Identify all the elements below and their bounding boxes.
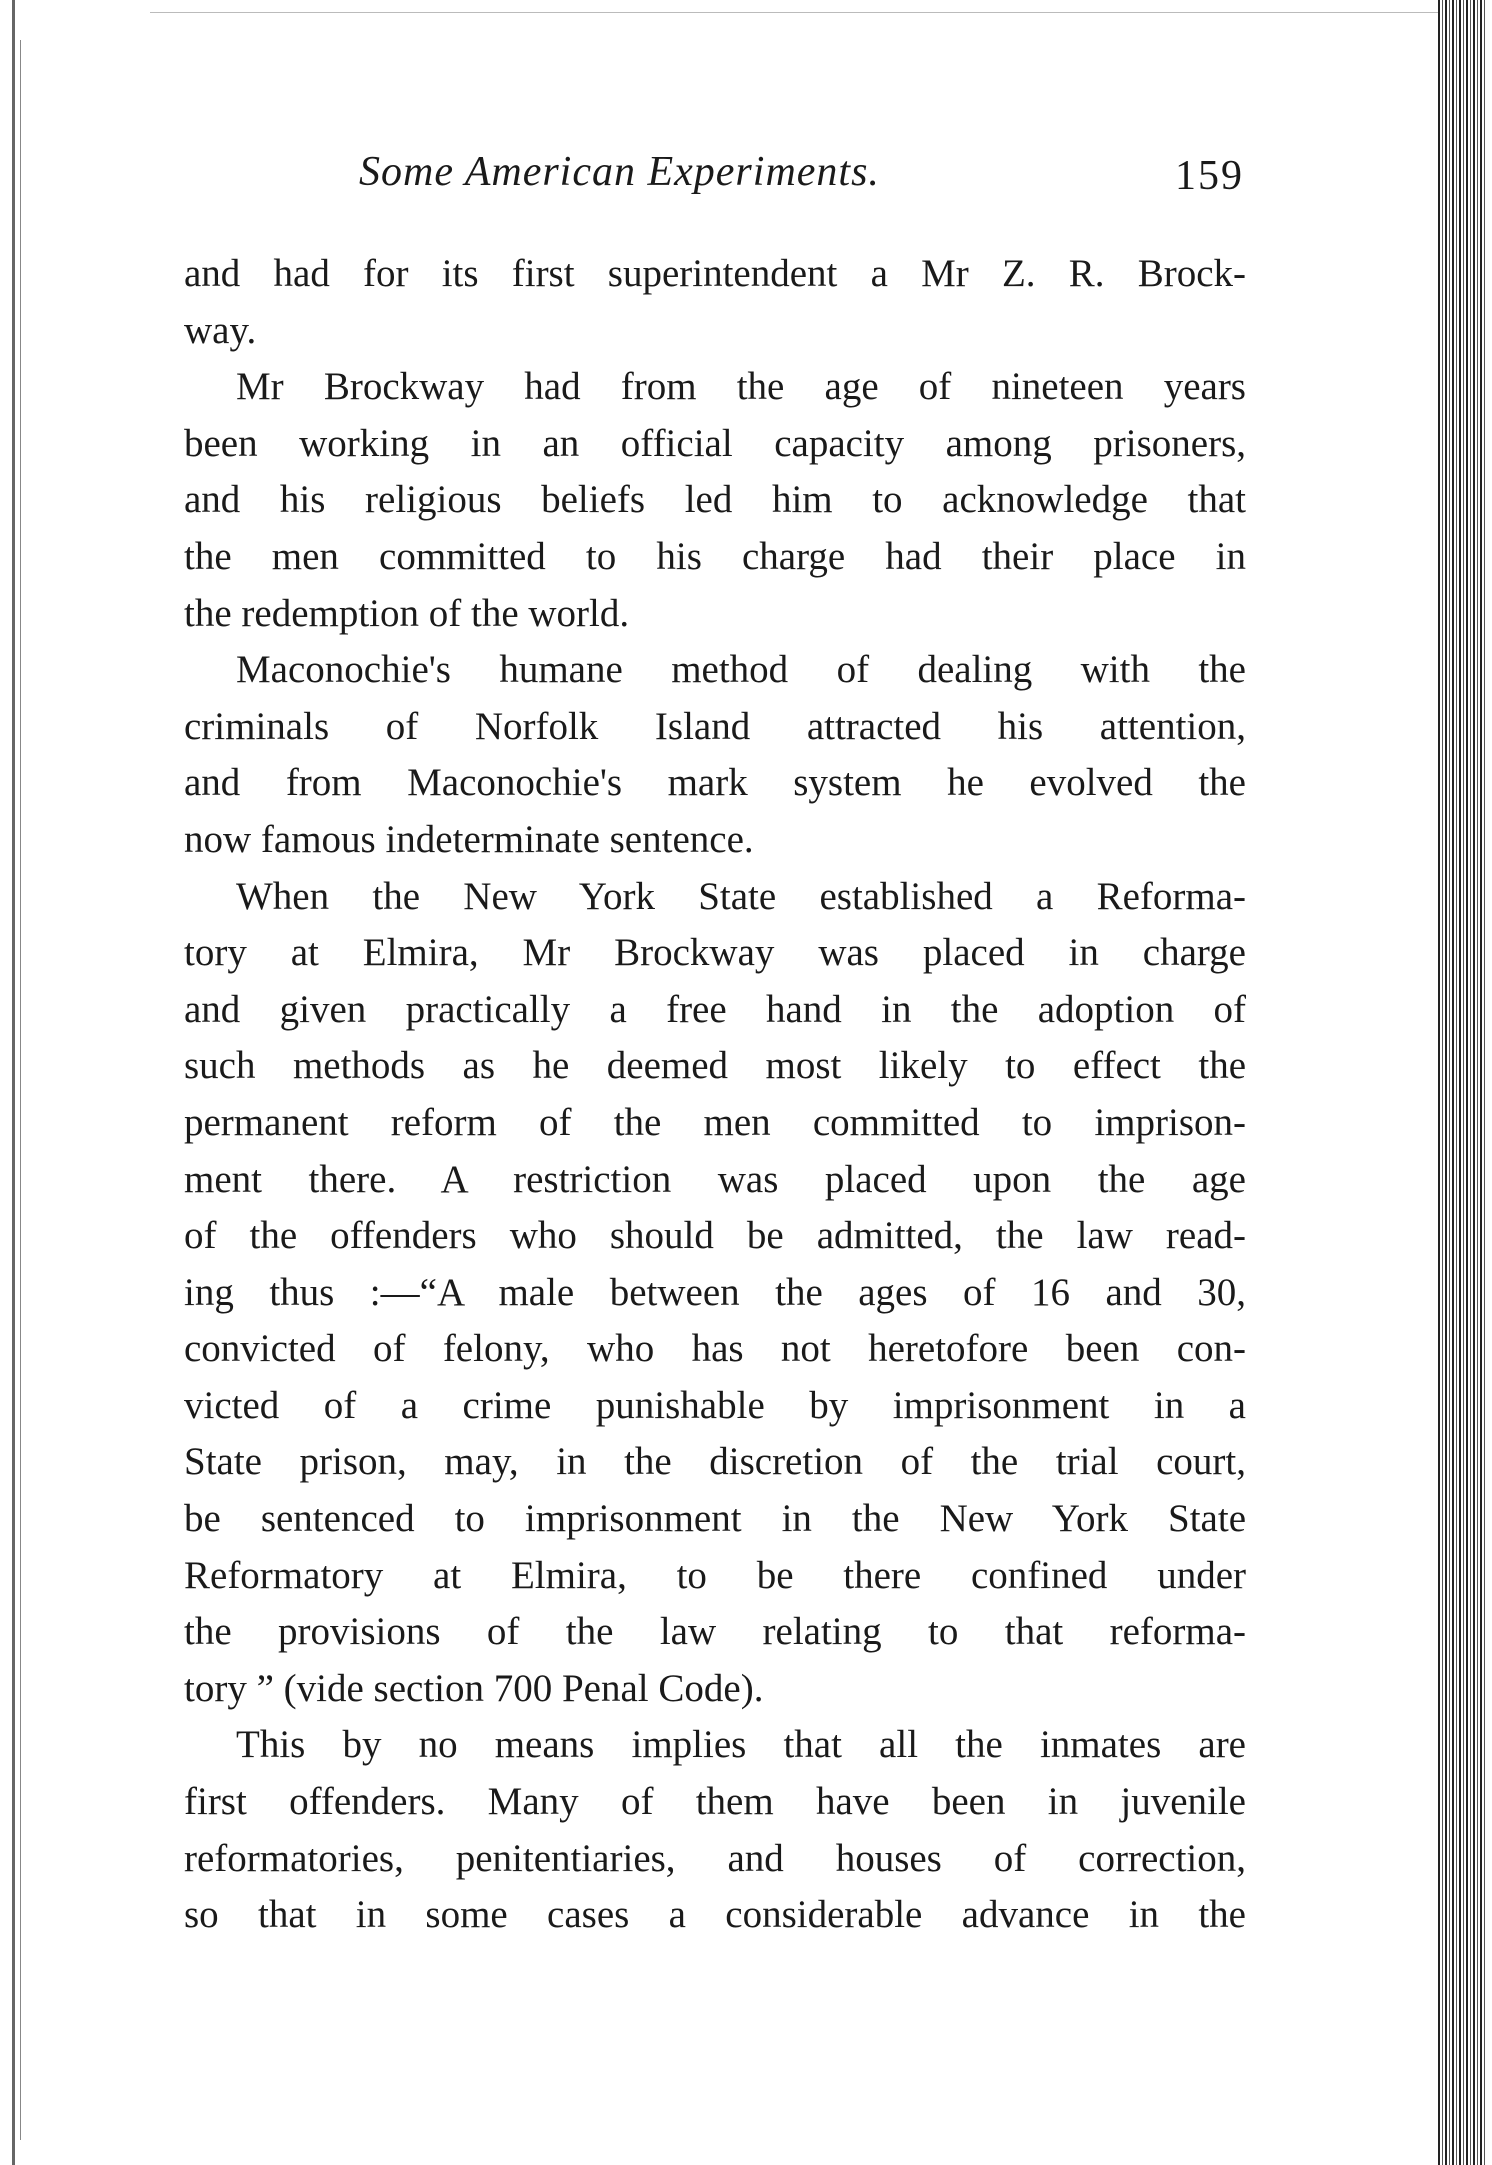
text-line: so that in some cases a considerable advance in the	[184, 1893, 1246, 1937]
page-left-edge-shadow	[20, 40, 21, 2140]
text-line: the redemption of the world.	[184, 591, 630, 635]
text-line: and from Maconochie's mark system he evolved the	[184, 761, 1246, 805]
text-line: Reformatory at Elmira, to be there confined under	[184, 1553, 1246, 1597]
text-line: such methods as he deemed most likely to effect the	[184, 1044, 1246, 1088]
text-line: ment there. A restriction was placed upon the age	[184, 1157, 1246, 1201]
text-line: convicted of felony, who has not heretofore been con-	[184, 1327, 1246, 1371]
text-line: tory ” (vide section 700 Penal Code).	[184, 1666, 764, 1710]
text-line: Maconochie's humane method of dealing with the	[236, 648, 1246, 692]
running-title: Some American Experiments.	[359, 149, 880, 195]
text-line: reformatories, penitentiaries, and houses of correction,	[184, 1836, 1246, 1880]
text-line: This by no means implies that all the inmates are	[236, 1723, 1246, 1767]
page-top-edge	[150, 12, 1450, 13]
text-line: first offenders. Many of them have been in juvenile	[184, 1780, 1246, 1824]
page-number: 159	[1175, 153, 1244, 199]
text-line: criminals of Norfolk Island attracted his attention,	[184, 704, 1246, 748]
text-line: tory at Elmira, Mr Brockway was placed in charge	[184, 931, 1246, 975]
text-line: now famous indeterminate sentence.	[184, 817, 754, 861]
text-line: State prison, may, in the discretion of the trial court,	[184, 1440, 1246, 1484]
text-line: Mr Brockway had from the age of nineteen years	[236, 365, 1246, 409]
text-line: and given practically a free hand in the adoption of	[184, 987, 1246, 1031]
text-line: and his religious beliefs led him to acknowledge that	[184, 478, 1246, 522]
book-binding-edge	[1438, 0, 1486, 2165]
text-line: the men committed to his charge had their place in	[184, 534, 1246, 578]
text-line: the provisions of the law relating to that reforma-	[184, 1610, 1246, 1654]
text-line: and had for its first superintendent a Mr Z. R. Brock-	[184, 252, 1246, 295]
text-line: victed of a crime punishable by imprisonment in a	[184, 1383, 1246, 1427]
text-line: ing thus :—“A male between the ages of 16 and 30,	[184, 1270, 1246, 1314]
text-line: way.	[184, 308, 257, 352]
text-line: been working in an official capacity among prisoners,	[184, 421, 1246, 465]
body-text	[184, 246, 1246, 1944]
text-line: of the offenders who should be admitted, the law read-	[184, 1214, 1246, 1258]
page-header	[184, 148, 1244, 208]
text-line: When the New York State established a Reforma-	[236, 874, 1246, 918]
text-line: permanent reform of the men committed to imprison-	[184, 1100, 1246, 1144]
page-left-edge	[12, 0, 15, 2165]
text-line: be sentenced to imprisonment in the New York State	[184, 1497, 1246, 1541]
